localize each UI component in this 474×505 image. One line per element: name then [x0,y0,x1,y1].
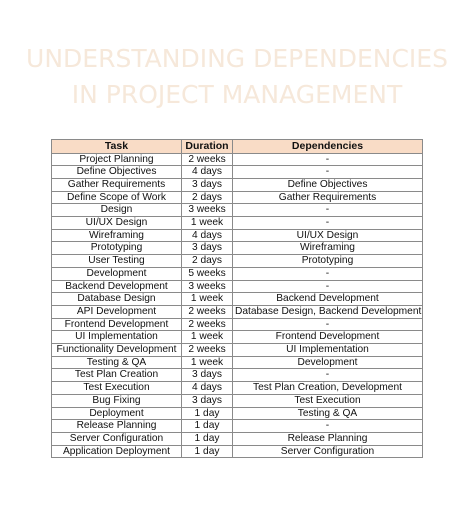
table-row [52,267,423,280]
table-row [52,305,423,318]
page-title-line-2: IN PROJECT MANAGEMENT [71,80,403,109]
cell-duration: 3 days [182,394,233,407]
table-row [52,217,423,230]
cell-duration: 1 week [182,331,233,344]
cell-dependencies: Prototyping [233,255,423,268]
cell-duration: 4 days [182,166,233,179]
cell-task: API Development [52,305,182,318]
table-row [52,420,423,433]
cell-dependencies: Test Plan Creation, Development [233,382,423,395]
cell-dependencies: Test Execution [233,394,423,407]
cell-duration: 1 day [182,432,233,445]
cell-duration: 2 weeks [182,305,233,318]
table-row [52,445,423,458]
cell-dependencies: Release Planning [233,432,423,445]
cell-duration: 1 week [182,293,233,306]
cell-dependencies: UI Implementation [233,344,423,357]
table-row [52,318,423,331]
cell-duration: 1 week [182,356,233,369]
table-row [52,432,423,445]
cell-task: Application Deployment [52,445,182,458]
table-row [52,382,423,395]
table-row [52,293,423,306]
cell-dependencies: Define Objectives [233,178,423,191]
cell-task: Development [52,267,182,280]
table-row [52,255,423,268]
table-row [52,344,423,357]
page-title-line-1: UNDERSTANDING DEPENDENCIES [26,44,448,73]
cell-task: Testing & QA [52,356,182,369]
table-row [52,242,423,255]
cell-dependencies: Server Configuration [233,445,423,458]
table-row [52,356,423,369]
cell-task: Frontend Development [52,318,182,331]
dependencies-table [51,139,423,458]
table-header-row [52,140,423,154]
cell-dependencies: - [233,318,423,331]
cell-duration: 4 days [182,382,233,395]
cell-duration: 3 weeks [182,280,233,293]
cell-dependencies: Gather Requirements [233,191,423,204]
header-duration: Duration [182,140,233,154]
table-body [52,153,423,458]
cell-dependencies: UI/UX Design [233,229,423,242]
cell-dependencies: - [233,267,423,280]
cell-dependencies: - [233,369,423,382]
cell-dependencies: Backend Development [233,293,423,306]
cell-dependencies: - [233,204,423,217]
header-dependencies: Dependencies [233,140,423,154]
cell-dependencies: Database Design, Backend Development [233,305,423,318]
cell-task: Server Configuration [52,432,182,445]
cell-task: Project Planning [52,153,182,166]
cell-duration: 1 day [182,420,233,433]
table-row [52,191,423,204]
cell-task: User Testing [52,255,182,268]
cell-dependencies: - [233,166,423,179]
cell-dependencies: Wireframing [233,242,423,255]
cell-task: Wireframing [52,229,182,242]
cell-duration: 4 days [182,229,233,242]
table-row [52,153,423,166]
header-task: Task [52,140,182,154]
cell-task: Deployment [52,407,182,420]
cell-dependencies: - [233,217,423,230]
cell-duration: 2 weeks [182,153,233,166]
table-row [52,178,423,191]
cell-duration: 3 days [182,242,233,255]
cell-dependencies: Development [233,356,423,369]
cell-task: Gather Requirements [52,178,182,191]
cell-duration: 1 day [182,407,233,420]
cell-task: Design [52,204,182,217]
cell-task: Test Execution [52,382,182,395]
table-row [52,229,423,242]
cell-task: UI/UX Design [52,217,182,230]
page-title [0,41,474,113]
cell-duration: 2 weeks [182,318,233,331]
cell-task: Define Scope of Work [52,191,182,204]
cell-duration: 3 days [182,369,233,382]
cell-task: Define Objectives [52,166,182,179]
table-row [52,369,423,382]
cell-duration: 2 weeks [182,344,233,357]
cell-dependencies: Frontend Development [233,331,423,344]
cell-task: Database Design [52,293,182,306]
cell-task: Bug Fixing [52,394,182,407]
cell-task: Release Planning [52,420,182,433]
cell-duration: 3 days [182,178,233,191]
table-row [52,204,423,217]
table-header [52,140,423,154]
cell-dependencies: - [233,280,423,293]
table-row [52,280,423,293]
table-row [52,166,423,179]
table-row [52,394,423,407]
cell-duration: 1 day [182,445,233,458]
cell-task: Test Plan Creation [52,369,182,382]
cell-dependencies: Testing & QA [233,407,423,420]
cell-duration: 2 days [182,191,233,204]
cell-task: UI Implementation [52,331,182,344]
cell-duration: 3 weeks [182,204,233,217]
cell-duration: 2 days [182,255,233,268]
cell-dependencies: - [233,420,423,433]
table-row [52,407,423,420]
cell-task: Backend Development [52,280,182,293]
cell-task: Prototyping [52,242,182,255]
table-row [52,331,423,344]
cell-duration: 5 weeks [182,267,233,280]
cell-duration: 1 week [182,217,233,230]
cell-task: Functionality Development [52,344,182,357]
cell-dependencies: - [233,153,423,166]
